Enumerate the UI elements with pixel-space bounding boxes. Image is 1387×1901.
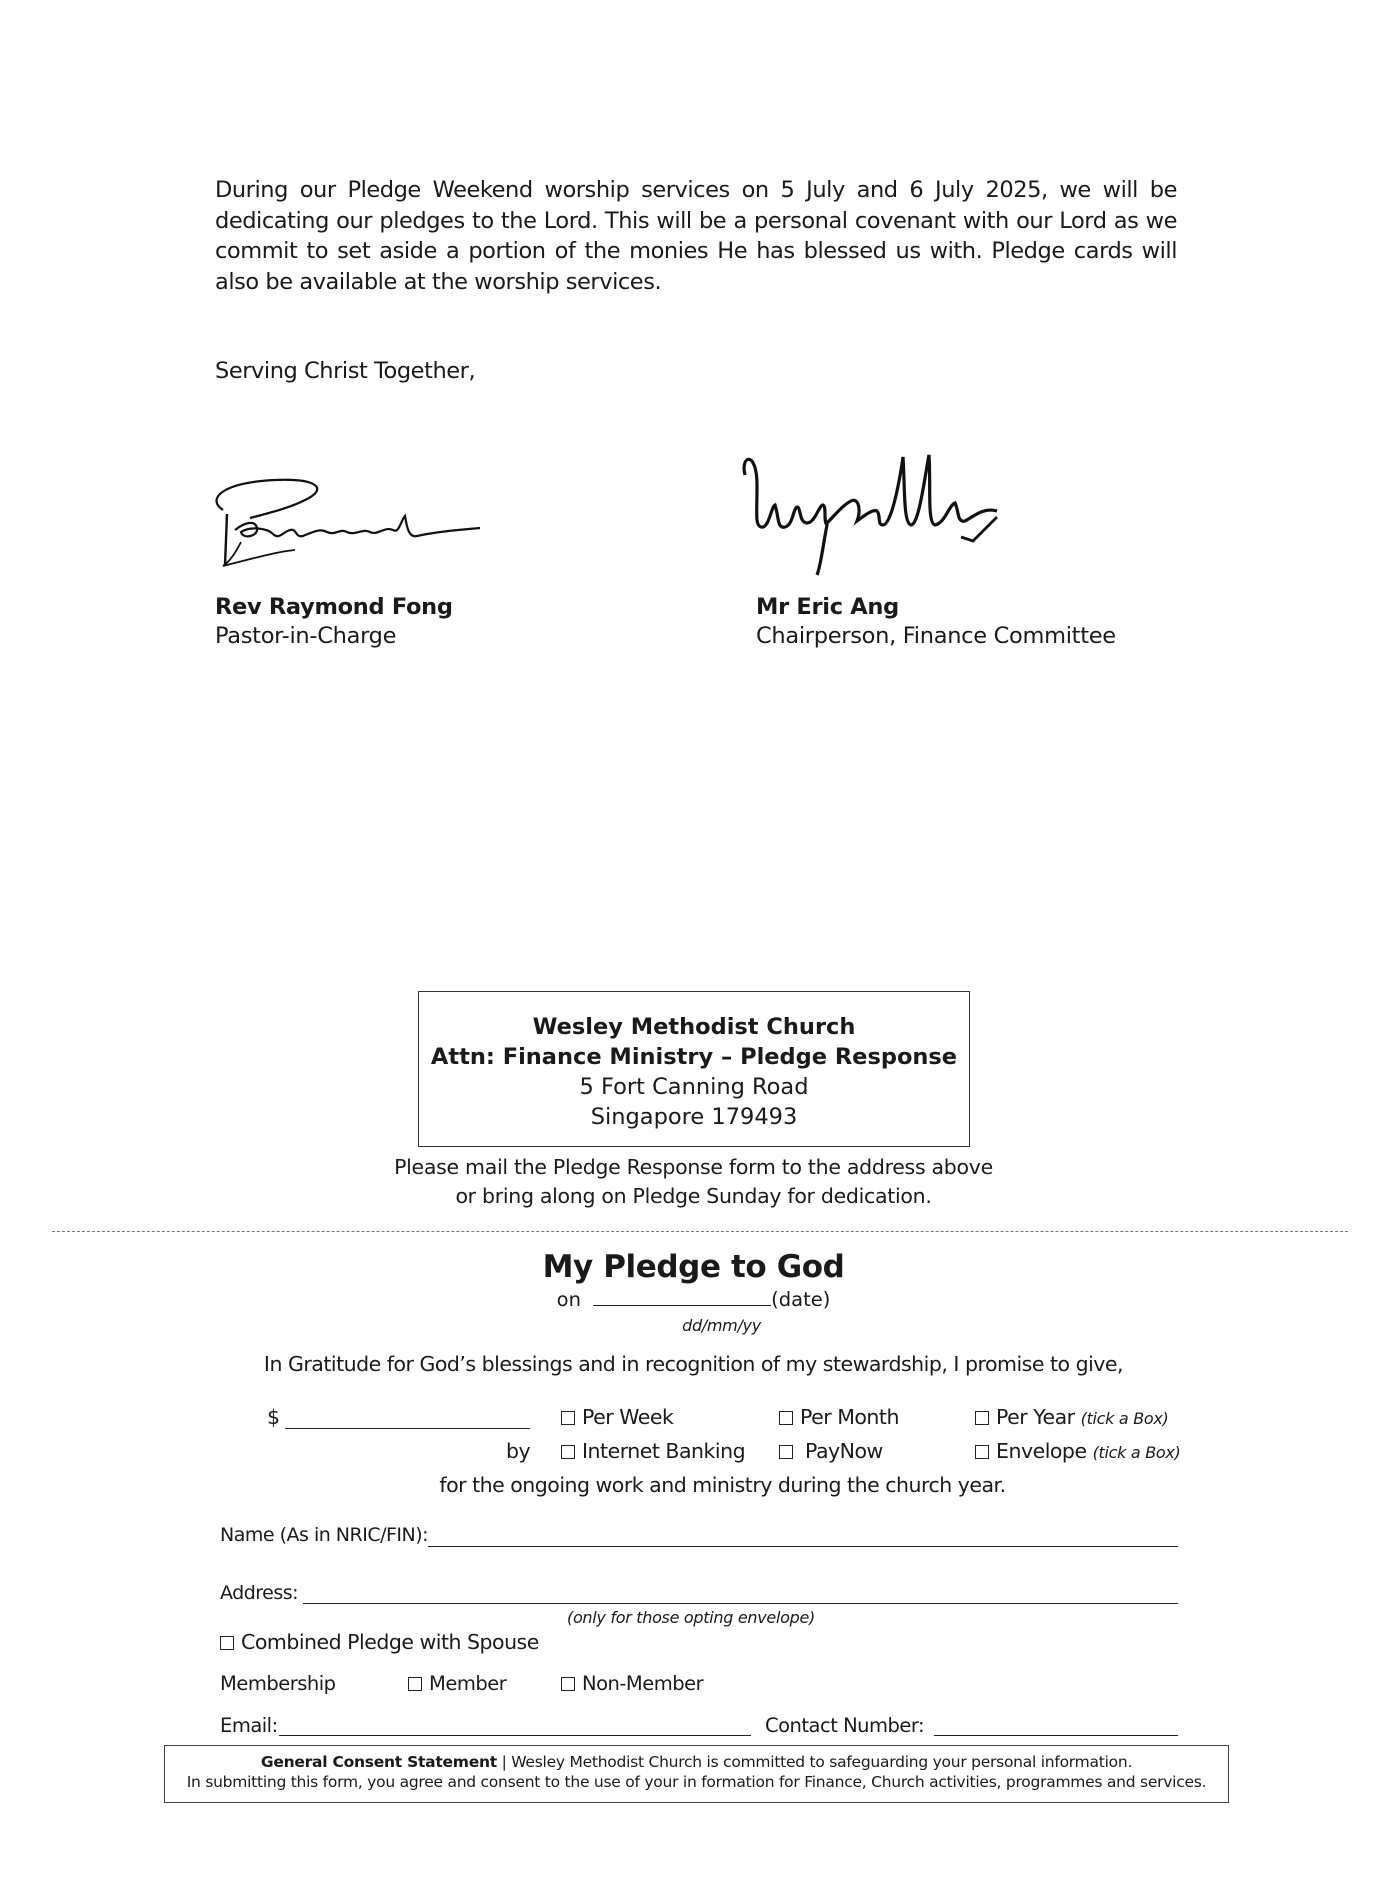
address-line-1: Wesley Methodist Church: [532, 1014, 856, 1040]
checkbox-icon[interactable]: [975, 1445, 989, 1459]
checkbox-icon[interactable]: [779, 1411, 793, 1425]
signature-eric-ang: [735, 445, 1015, 580]
consent-line-2: In submitting this form, you agree and consent to the use of your in formation for Finance, Church activities, programmes and services.: [186, 1773, 1207, 1791]
mail-instructions: [340, 1153, 1047, 1210]
signatory-role-2: Chairperson, Finance Committee: [756, 623, 1116, 649]
address-label: Address:: [220, 1582, 299, 1604]
email-field[interactable]: [279, 1735, 751, 1736]
option-member[interactable]: Member: [408, 1672, 506, 1695]
currency-symbol: $: [267, 1405, 280, 1429]
address-line-2: Attn: Finance Ministry – Pledge Response: [430, 1044, 958, 1070]
pledge-date-row: [0, 1288, 1387, 1311]
address-field[interactable]: [303, 1603, 1178, 1604]
date-field[interactable]: [593, 1305, 771, 1306]
pledge-purpose: for the ongoing work and ministry during the church year.: [439, 1473, 1006, 1497]
tick-hint: (tick a Box): [1092, 1443, 1181, 1462]
mail-note-line-2: or bring along on Pledge Sunday for dedication.: [455, 1183, 932, 1208]
option-per-month[interactable]: Per Month: [779, 1405, 899, 1429]
option-paynow[interactable]: PayNow: [779, 1439, 883, 1463]
mailing-address-box: [418, 991, 970, 1147]
checkbox-icon[interactable]: [220, 1636, 234, 1650]
consent-text-1: Wesley Methodist Church is committed to safeguarding your personal information.: [511, 1753, 1133, 1771]
option-per-year[interactable]: Per Year (tick a Box): [975, 1405, 1169, 1429]
contact-label: Contact Number:: [765, 1714, 925, 1737]
tick-hint: (tick a Box): [1080, 1409, 1169, 1428]
date-suffix: (date): [771, 1288, 831, 1311]
option-envelope[interactable]: Envelope (tick a Box): [975, 1439, 1180, 1463]
checkbox-icon[interactable]: [779, 1445, 793, 1459]
checkbox-icon[interactable]: [975, 1411, 989, 1425]
signatory-name-2: Mr Eric Ang: [756, 594, 899, 620]
pledge-form-title: My Pledge to God: [542, 1249, 845, 1285]
consent-heading: General Consent Statement: [260, 1753, 497, 1771]
letter-paragraph: During our Pledge Weekend worship services on 5 July and 6 July 2025, we will be dedicating our pledges to the Lord. This will be a personal covenant with our Lord as we commit to set aside a portion of the monies He has blessed us with. Pledge cards will also be available at the worship services.: [215, 177, 1177, 295]
checkbox-icon[interactable]: [408, 1677, 422, 1691]
checkbox-icon[interactable]: [561, 1411, 575, 1425]
by-label: by: [506, 1439, 531, 1463]
consent-statement-box: [164, 1745, 1229, 1803]
amount-field[interactable]: [285, 1428, 530, 1429]
checkbox-icon[interactable]: [561, 1677, 575, 1691]
address-hint: (only for those opting envelope): [567, 1608, 815, 1627]
consent-line-1: General Consent Statement | Wesley Methodist Church is committed to safeguarding your personal information.: [260, 1753, 1133, 1771]
signatory-role-1: Pastor-in-Charge: [215, 623, 397, 649]
option-non-member[interactable]: Non-Member: [561, 1672, 703, 1695]
letter-closing: Serving Christ Together,: [215, 358, 476, 384]
option-internet-banking[interactable]: Internet Banking: [561, 1439, 745, 1463]
name-label: Name (As in NRIC/FIN):: [220, 1524, 429, 1546]
name-field[interactable]: [428, 1546, 1178, 1547]
mail-note-line-1: Please mail the Pledge Response form to the address above: [394, 1155, 993, 1179]
address-line-4: Singapore 179493: [590, 1104, 798, 1130]
checkbox-icon[interactable]: [561, 1445, 575, 1459]
option-per-week[interactable]: Per Week: [561, 1405, 673, 1429]
option-combined-pledge[interactable]: Combined Pledge with Spouse: [220, 1630, 539, 1654]
email-label: Email:: [220, 1714, 278, 1737]
signature-raymond-fong: [195, 470, 495, 580]
tear-off-line: [52, 1231, 1348, 1232]
membership-label: Membership: [220, 1672, 336, 1695]
date-prefix: on: [556, 1288, 581, 1311]
pledge-intro: In Gratitude for God’s blessings and in recognition of my stewardship, I promise to give,: [263, 1352, 1124, 1376]
address-line-3: 5 Fort Canning Road: [579, 1074, 809, 1100]
contact-field[interactable]: [934, 1735, 1178, 1736]
date-format-hint: dd/mm/yy: [682, 1316, 761, 1335]
signatory-name-1: Rev Raymond Fong: [215, 594, 453, 620]
